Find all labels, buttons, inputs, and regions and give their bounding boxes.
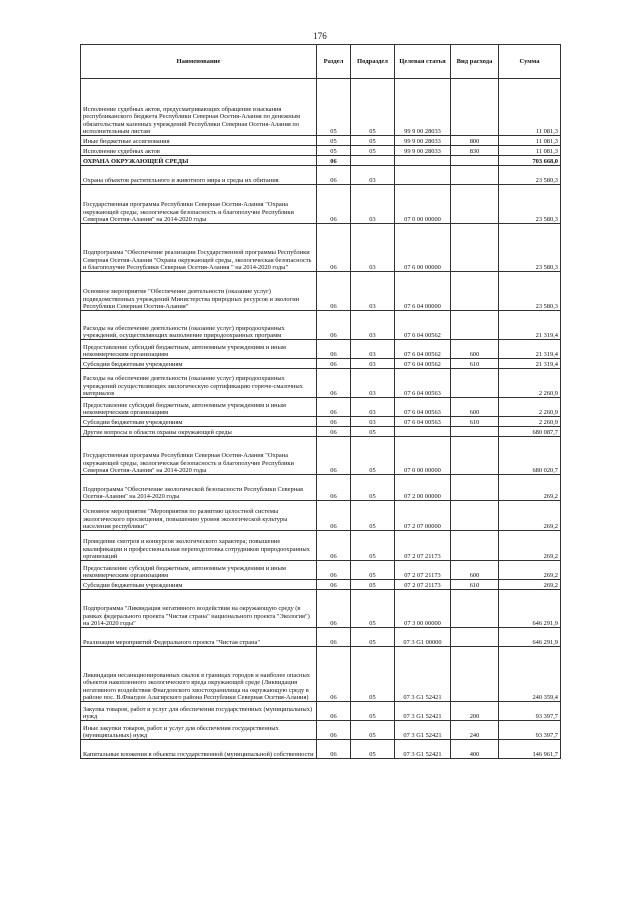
row-subsection: 05 <box>351 740 395 759</box>
header-name: Наименование <box>81 45 317 79</box>
table-row <box>81 224 561 272</box>
row-target: 99 9 00 28033 <box>395 146 451 156</box>
row-name: Основное мероприятие "Мероприятия по развитию целостной системы экологического просвещения, повышению уровня экологической культуры населения республики" <box>81 501 317 531</box>
row-amount: 680 020,7 <box>499 437 561 475</box>
row-section: 06 <box>317 340 351 359</box>
row-section: 06 <box>317 417 351 427</box>
row-section: 06 <box>317 156 351 166</box>
row-section: 06 <box>317 475 351 501</box>
row-subsection: 03 <box>351 369 395 398</box>
row-subsection: 05 <box>351 427 395 437</box>
table-row <box>81 647 561 702</box>
row-expense-type: 830 <box>451 146 499 156</box>
row-subsection: 05 <box>351 531 395 561</box>
header-amount: Сумма <box>499 45 561 79</box>
row-expense-type <box>451 272 499 311</box>
row-target: 07 6 04 00563 <box>395 369 451 398</box>
table-row <box>81 417 561 427</box>
row-amount: 23 580,3 <box>499 272 561 311</box>
row-amount: 646 291,9 <box>499 590 561 628</box>
row-target: 07 3 G1 00000 <box>395 628 451 647</box>
row-target <box>395 427 451 437</box>
row-expense-type: 240 <box>451 721 499 740</box>
table-row <box>81 311 561 340</box>
row-target: 07 3 G1 52421 <box>395 721 451 740</box>
row-expense-type <box>451 427 499 437</box>
page-number: 176 <box>313 31 327 41</box>
row-subsection: 05 <box>351 146 395 156</box>
table-row <box>81 740 561 759</box>
row-amount: 11 081,3 <box>499 146 561 156</box>
table-row <box>81 580 561 590</box>
row-target: 07 6 04 00562 <box>395 359 451 369</box>
row-section: 06 <box>317 166 351 185</box>
row-section: 06 <box>317 224 351 272</box>
row-subsection: 05 <box>351 721 395 740</box>
row-name: Ликвидация несанкционированных свалок в границах городов и наиболее опасных объектов накопленного экологического вреда окружающей среде (Ликвидация негативного воздействия Фиагдонского хвостохранилища на окружающую среду в районе пос. В.Фиагдон Алагирского района Республики Северная Осетия-Алания) <box>81 647 317 702</box>
row-section: 06 <box>317 580 351 590</box>
row-amount: 269,2 <box>499 531 561 561</box>
row-subsection: 03 <box>351 272 395 311</box>
row-subsection: 03 <box>351 166 395 185</box>
table-row <box>81 146 561 156</box>
row-expense-type <box>451 628 499 647</box>
row-name: Иные закупки товаров, работ и услуг для обеспечения государственных (муниципальных) нужд <box>81 721 317 740</box>
row-amount: 23 580,3 <box>499 166 561 185</box>
table-header-row <box>81 45 561 79</box>
row-name: ОХРАНА ОКРУЖАЮЩЕЙ СРЕДЫ <box>81 156 317 166</box>
row-target <box>395 156 451 166</box>
table-row <box>81 79 561 136</box>
row-section: 06 <box>317 628 351 647</box>
row-target: 07 3 G1 52421 <box>395 647 451 702</box>
row-expense-type: 600 <box>451 398 499 417</box>
row-subsection: 03 <box>351 359 395 369</box>
row-target <box>395 166 451 185</box>
row-name: Охрана объектов растительного и животного мира и среды их обитания <box>81 166 317 185</box>
row-expense-type <box>451 437 499 475</box>
row-name: Подпрограмма "Ликвидация негативного воздействия на окружающую среду (в рамках федерального проекта "Чистая страна" национального проекта "Экология") на 2014-2020 годы" <box>81 590 317 628</box>
row-subsection: 05 <box>351 561 395 580</box>
row-section: 06 <box>317 437 351 475</box>
row-name: Субсидии бюджетным учреждениям <box>81 359 317 369</box>
row-subsection: 05 <box>351 590 395 628</box>
row-section: 06 <box>317 359 351 369</box>
row-expense-type <box>451 501 499 531</box>
row-expense-type <box>451 590 499 628</box>
table-row <box>81 561 561 580</box>
table-row <box>81 340 561 359</box>
row-section: 05 <box>317 136 351 146</box>
row-expense-type <box>451 156 499 166</box>
row-amount: 269,2 <box>499 561 561 580</box>
row-target: 07 3 00 00000 <box>395 590 451 628</box>
row-subsection: 05 <box>351 628 395 647</box>
row-target: 99 9 00 28033 <box>395 136 451 146</box>
row-subsection <box>351 156 395 166</box>
row-name: Государственная программа Республики Северная Осетия-Алания "Охрана окружающей среды, экологическая безопасность и благополучие Республики Северная Осетия-Алания" на 2014-2020 годы <box>81 437 317 475</box>
row-section: 06 <box>317 740 351 759</box>
table-row <box>81 531 561 561</box>
row-expense-type <box>451 369 499 398</box>
row-target: 07 6 04 00563 <box>395 398 451 417</box>
table-row <box>81 359 561 369</box>
row-name: Расходы на обеспечение деятельности (оказание услуг) природоохранных учреждений, осуществляющих выполнение природоохранных программ <box>81 311 317 340</box>
table-row <box>81 628 561 647</box>
row-expense-type <box>451 79 499 136</box>
row-section: 05 <box>317 146 351 156</box>
row-subsection: 05 <box>351 580 395 590</box>
row-amount: 146 961,7 <box>499 740 561 759</box>
row-target: 07 6 04 00000 <box>395 272 451 311</box>
row-target: 99 9 00 28033 <box>395 79 451 136</box>
table-row <box>81 590 561 628</box>
row-section: 06 <box>317 702 351 721</box>
row-name: Закупка товаров, работ и услуг для обеспечения государственных (муниципальных) нужд <box>81 702 317 721</box>
table-row <box>81 475 561 501</box>
row-target: 07 3 G1 52421 <box>395 740 451 759</box>
table-body <box>81 79 561 759</box>
row-expense-type <box>451 647 499 702</box>
row-amount: 703 668,0 <box>499 156 561 166</box>
row-subsection: 03 <box>351 417 395 427</box>
row-name: Субсидии бюджетным учреждениям <box>81 417 317 427</box>
row-target: 07 2 07 21173 <box>395 531 451 561</box>
row-amount: 646 291,9 <box>499 628 561 647</box>
row-name: Проведение смотров и конкурсов экологического характера; повышение квалификации и профессиональная переподготовка сотрудников природоохранных организаций <box>81 531 317 561</box>
row-expense-type <box>451 531 499 561</box>
table-row <box>81 272 561 311</box>
row-section: 06 <box>317 311 351 340</box>
row-section: 06 <box>317 272 351 311</box>
row-amount: 23 580,3 <box>499 224 561 272</box>
table-row <box>81 501 561 531</box>
row-section: 06 <box>317 647 351 702</box>
row-expense-type <box>451 475 499 501</box>
row-section: 06 <box>317 590 351 628</box>
row-expense-type <box>451 166 499 185</box>
row-section: 05 <box>317 79 351 136</box>
row-subsection: 05 <box>351 702 395 721</box>
row-subsection: 03 <box>351 398 395 417</box>
table-row <box>81 156 561 166</box>
table-row <box>81 369 561 398</box>
header-section: Раздел <box>317 45 351 79</box>
row-name: Предоставление субсидий бюджетным, автономным учреждениям и иным некоммерческим организациям <box>81 561 317 580</box>
row-amount: 11 081,3 <box>499 79 561 136</box>
row-subsection: 05 <box>351 501 395 531</box>
row-expense-type <box>451 185 499 224</box>
row-expense-type: 800 <box>451 136 499 146</box>
row-target: 07 6 04 00562 <box>395 340 451 359</box>
row-target: 07 2 07 00000 <box>395 501 451 531</box>
row-amount: 93 397,7 <box>499 721 561 740</box>
row-name: Другие вопросы в области охраны окружающей среды <box>81 427 317 437</box>
row-expense-type <box>451 224 499 272</box>
row-amount: 240 359,4 <box>499 647 561 702</box>
row-target: 07 2 07 21173 <box>395 580 451 590</box>
row-name: Предоставление субсидий бюджетным, автономным учреждениям и иным некоммерческим организациям <box>81 398 317 417</box>
row-expense-type: 600 <box>451 561 499 580</box>
row-target: 07 0 00 00000 <box>395 437 451 475</box>
row-name: Государственная программа Республики Северная Осетия-Алания "Охрана окружающей среды, экологическая безопасность и благополучие Республики Северная Осетия-Алания" на 2014-2020 годы <box>81 185 317 224</box>
row-name: Капитальные вложения в объекты государственной (муниципальной) собственности <box>81 740 317 759</box>
row-name: Иные бюджетные ассигнования <box>81 136 317 146</box>
row-name: Реализация мероприятий Федерального проекта "Чистая страна" <box>81 628 317 647</box>
row-name: Предоставление субсидий бюджетным, автономным учреждениям и иным некоммерческим организациям <box>81 340 317 359</box>
row-subsection: 05 <box>351 437 395 475</box>
row-amount: 269,2 <box>499 501 561 531</box>
row-target: 07 6 04 00562 <box>395 311 451 340</box>
table-row <box>81 398 561 417</box>
table-row <box>81 721 561 740</box>
table-row <box>81 702 561 721</box>
table-row <box>81 166 561 185</box>
table-row <box>81 427 561 437</box>
row-name: Исполнение судебных актов, предусматривающих обращение взыскания республиканского бюджета Республики Северная Осетия-Алания по денежным обязательствам казенных учреждений Республики Северная Осетия-Алания по исполнительным листам <box>81 79 317 136</box>
row-amount: 21 319,4 <box>499 340 561 359</box>
table-row <box>81 136 561 146</box>
row-expense-type: 610 <box>451 359 499 369</box>
row-expense-type: 610 <box>451 417 499 427</box>
row-subsection: 05 <box>351 647 395 702</box>
row-section: 06 <box>317 369 351 398</box>
row-amount: 680 087,7 <box>499 427 561 437</box>
row-subsection: 05 <box>351 136 395 146</box>
row-amount: 2 260,9 <box>499 369 561 398</box>
table-row <box>81 437 561 475</box>
row-section: 06 <box>317 531 351 561</box>
row-subsection: 05 <box>351 475 395 501</box>
row-name: Расходы на обеспечение деятельности (оказание услуг) природоохранных учреждений осуществляющих экологическую сертификацию горюче-смазочных материалов <box>81 369 317 398</box>
header-subsection: Подраздел <box>351 45 395 79</box>
row-expense-type: 600 <box>451 340 499 359</box>
row-amount: 21 319,4 <box>499 359 561 369</box>
row-expense-type: 400 <box>451 740 499 759</box>
row-amount: 23 580,3 <box>499 185 561 224</box>
row-target: 07 2 00 00000 <box>395 475 451 501</box>
row-amount: 11 081,3 <box>499 136 561 146</box>
header-expense-type: Вид расхода <box>451 45 499 79</box>
row-name: Основное мероприятие "Обеспечение деятельности (оказание услуг) подведомственных учреждений Министерства природных ресурсов и экологии Республики Северная Осетия-Алания" <box>81 272 317 311</box>
row-subsection: 03 <box>351 340 395 359</box>
row-section: 06 <box>317 398 351 417</box>
row-amount: 21 319,4 <box>499 311 561 340</box>
row-expense-type <box>451 311 499 340</box>
row-expense-type: 200 <box>451 702 499 721</box>
table-row <box>81 185 561 224</box>
row-name: Подпрограмма "Обеспечение экологической безопасности Республики Северная Осетия-Алания" на 2014-2020 годы <box>81 475 317 501</box>
budget-table <box>80 44 561 759</box>
row-target: 07 0 00 00000 <box>395 185 451 224</box>
row-target: 07 3 G1 52421 <box>395 702 451 721</box>
row-subsection: 05 <box>351 79 395 136</box>
row-subsection: 03 <box>351 185 395 224</box>
row-section: 06 <box>317 501 351 531</box>
row-name: Субсидии бюджетным учреждениям <box>81 580 317 590</box>
row-section: 06 <box>317 561 351 580</box>
header-target: Целевая статья <box>395 45 451 79</box>
row-amount: 2 260,9 <box>499 417 561 427</box>
row-amount: 93 397,7 <box>499 702 561 721</box>
row-section: 06 <box>317 427 351 437</box>
row-section: 06 <box>317 185 351 224</box>
row-target: 07 6 04 00563 <box>395 417 451 427</box>
row-target: 07 2 07 21173 <box>395 561 451 580</box>
row-amount: 269,2 <box>499 475 561 501</box>
row-amount: 2 260,9 <box>499 398 561 417</box>
row-name: Подпрограмма "Обеспечение реализации Государственной программы Республики Северная Осетия-Алания "Охрана окружающей среды, экологическая безопасность и благополучие Республики Северная Осетия-Алания " на 2014-2020 годы" <box>81 224 317 272</box>
row-name: Исполнение судебных актов <box>81 146 317 156</box>
row-expense-type: 610 <box>451 580 499 590</box>
row-section: 06 <box>317 721 351 740</box>
row-amount: 269,2 <box>499 580 561 590</box>
row-target: 07 6 00 00000 <box>395 224 451 272</box>
row-subsection: 03 <box>351 224 395 272</box>
row-subsection: 03 <box>351 311 395 340</box>
